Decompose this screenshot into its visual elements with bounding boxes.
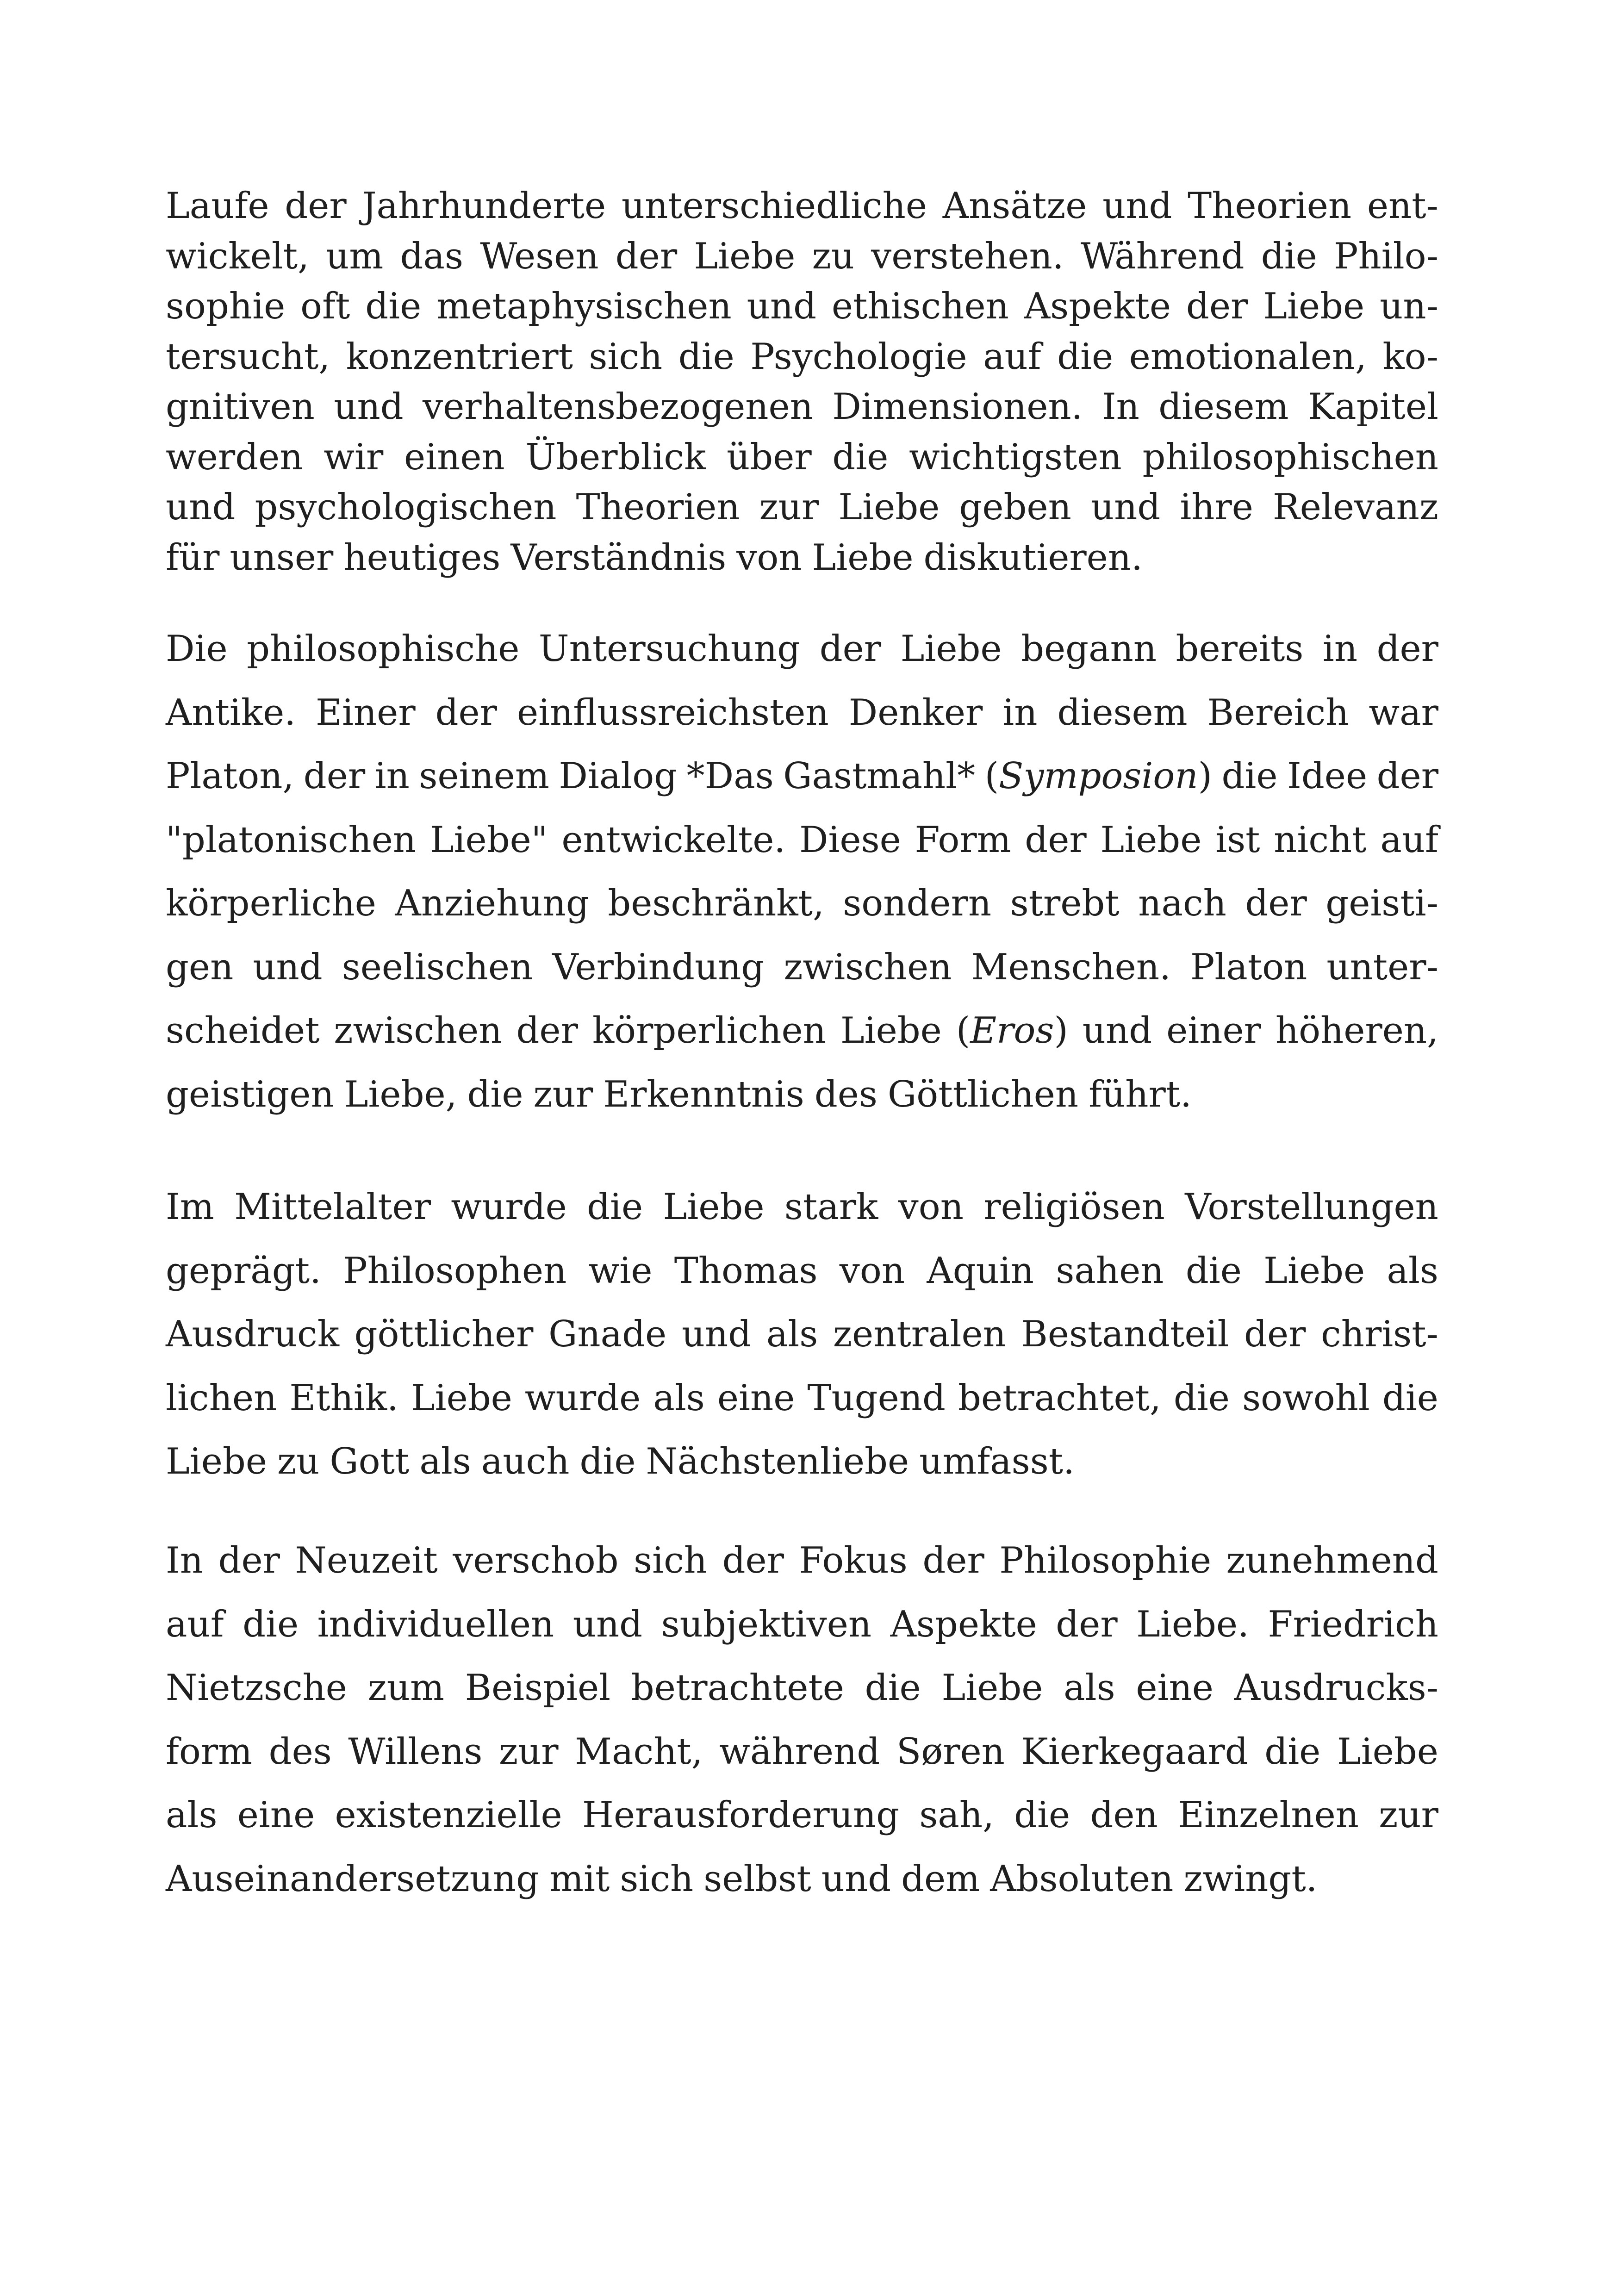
word: Tugend [807,1377,946,1419]
word: begann [1021,628,1157,670]
word: zwingt. [1183,1858,1318,1900]
word: wurde [524,1377,641,1419]
word: selbst [703,1858,811,1900]
word: der [435,691,497,734]
word: Liebe [900,628,1002,670]
word: der [1186,286,1248,327]
word: In [166,1540,204,1581]
word: seelischen [342,946,533,988]
word: Bereich [1207,691,1349,734]
text-line [166,1599,1438,1650]
word: der [303,755,366,797]
word: der [615,235,678,277]
word: als [166,1794,218,1836]
word: zur [533,1073,593,1115]
word: Nietzsche [166,1667,347,1709]
word: Liebe" [429,819,548,861]
word: der [1245,883,1307,924]
word: und [573,1603,643,1645]
word: das [400,235,463,277]
word: verstehen. [871,235,1064,277]
word: die [865,1667,921,1709]
word: in [1002,691,1038,734]
word: Gnade [548,1313,667,1355]
word: und [747,286,816,327]
word: geben [959,486,1071,528]
word: der [218,1540,280,1581]
word: als [653,1377,705,1419]
word: Liebe [1263,1250,1365,1292]
word: Kapitel [1307,386,1438,428]
word: In [1101,386,1139,428]
word: Aspekte [1024,286,1171,327]
word: auf [1380,819,1438,861]
word: Aspekte [890,1603,1037,1645]
word: Liebe [838,486,940,528]
word: die [1057,336,1114,378]
word: Platon [1190,946,1307,988]
word: ent- [1367,185,1438,227]
word: verschob [453,1540,619,1581]
word: körperliche [166,883,376,924]
word: gnitiven [166,386,315,428]
word: sich [589,336,663,378]
word: Liebe [1337,1730,1438,1773]
text-line [166,1790,1438,1841]
word: Psychologie [750,336,967,378]
word: (Eros) [956,1010,1068,1052]
word: der [285,185,347,227]
word: einen [404,436,505,478]
word: diesem [1057,691,1188,734]
word: eine [1136,1667,1214,1709]
text-line [166,815,1438,865]
word: Thomas [674,1250,818,1292]
word: Gott [330,1441,410,1482]
text-line [166,1436,1438,1487]
word: individuellen [317,1603,554,1645]
word: und [681,1313,752,1355]
text-line [166,432,1438,483]
word: in [1322,628,1358,670]
word: Aquin [927,1250,1034,1292]
word: scheidet [166,1010,320,1052]
word: nach [1138,883,1226,924]
word: wir [324,436,384,478]
word: *Das [686,755,774,797]
word: religiösen [983,1186,1165,1228]
word: zwischen [334,1010,502,1052]
word: ihre [1180,486,1253,528]
word: Göttlichen [887,1073,1079,1115]
word: oft [300,286,350,327]
word: emotionalen, [1129,336,1367,378]
word: Liebe [812,536,914,579]
word: Liebe [694,235,796,277]
word: die [1261,235,1317,277]
word: Fokus [799,1540,908,1581]
word: konzentriert [346,336,573,378]
word: strebt [1010,883,1120,924]
word: von [736,536,802,579]
word: der [1025,819,1087,861]
text-line [166,381,1438,432]
word: die [678,336,734,378]
word: Kierkegaard [1021,1730,1248,1773]
word: Mittelalter [234,1186,431,1228]
word: und [1082,1010,1152,1052]
word: auf [166,1603,224,1645]
word: um [326,235,384,277]
word: Søren [896,1730,1005,1773]
word: Erkenntnis [603,1073,804,1115]
word: bereits [1176,628,1304,670]
word: Liebe [166,1441,267,1482]
text-line [166,687,1438,738]
word: führt. [1089,1073,1192,1115]
word: Einzelnen [1178,1794,1359,1836]
word: Anziehung [395,883,589,924]
word: Verbindung [552,946,765,988]
text-line [166,532,1438,583]
word: Beispiel [465,1667,611,1709]
word: nicht [1274,819,1367,861]
word: ist [1215,819,1260,861]
word: den [1090,1794,1158,1836]
word: in [374,755,410,797]
word: war [1369,691,1438,734]
word: geprägt. [166,1250,321,1292]
word: Philosophen [343,1250,567,1292]
word: Liebe [663,1186,765,1228]
word: Dialog [559,755,678,797]
word: für [166,536,220,579]
word: körperlichen [592,1010,826,1052]
word: über [727,436,812,478]
word: philosophischen [1142,436,1438,478]
word: Macht, [575,1730,703,1773]
word: Liebe [411,1377,512,1419]
word: Gastmahl* [783,755,976,797]
word: Verständnis [510,536,727,579]
word: Liebe [840,1010,942,1052]
word: Denker [848,691,983,734]
word: sondern [843,883,992,924]
italic-title: Eros [970,1010,1054,1052]
word: und [1090,486,1161,528]
word: und [253,946,323,988]
word: zur [498,1730,559,1773]
word: Philosophie [999,1540,1212,1581]
word: der [819,628,882,670]
word: umfasst. [919,1441,1075,1482]
text-line [166,1069,1438,1120]
word: Menschen. [971,946,1171,988]
word: als [1064,1667,1115,1709]
word: die [832,436,889,478]
word: Überblick [525,436,706,478]
word: der [1244,1313,1306,1355]
word: eine [717,1377,795,1419]
word: beschränkt, [608,883,824,924]
word: die [587,1186,643,1228]
word: Im [166,1186,214,1228]
word: christ- [1321,1313,1438,1355]
word: diesem [1158,386,1289,428]
word: Form [915,819,1011,861]
word: Liebe, [344,1073,457,1115]
word: Während [1080,235,1245,277]
word: Diese [799,819,901,861]
word: die [1221,755,1278,797]
word: Nächstenliebe [646,1441,909,1482]
word: Wesen [480,235,599,277]
word: zu [812,235,854,277]
text-line [166,231,1438,282]
text-line [166,878,1438,929]
word: sophie [166,286,286,327]
word: Bestandteil [1021,1313,1229,1355]
word: Vorstellungen [1185,1186,1438,1228]
word: als [1387,1250,1438,1292]
word: Theorien [1188,185,1352,227]
italic-title: Symposion [999,755,1198,797]
word: gen [166,946,234,988]
text-line [166,1309,1438,1360]
word: metaphysischen [436,286,732,327]
word: ko- [1382,336,1438,378]
word: betrachtete [631,1667,844,1709]
word: der [516,1010,578,1052]
word: dem [901,1858,980,1900]
word: zentralen [833,1313,1006,1355]
word: als [419,1441,471,1482]
word: der [1376,628,1438,670]
word: Liebe. [1136,1603,1249,1645]
text-line [166,1854,1438,1904]
word: betrachtet, [958,1377,1161,1419]
word: subjektiven [661,1603,872,1645]
word: und [334,386,404,428]
word: diskutieren. [923,536,1143,579]
word: der [722,1540,784,1581]
word: lichen [166,1377,277,1419]
word: unterschiedliche [621,185,927,227]
word: Herausforderung [582,1794,900,1836]
word: die [1173,1377,1230,1419]
text-line [166,751,1438,802]
word: einflussreichsten [517,691,829,734]
word: als [766,1313,818,1355]
word: göttlicher [354,1313,534,1355]
word: Antike. [166,691,296,734]
word: die [1185,1250,1242,1292]
word: psychologischen [255,486,557,528]
word: philosophische [247,628,520,670]
word: die [365,286,422,327]
word: Willens [348,1730,483,1773]
word: einer [1166,1010,1261,1052]
word: zu [277,1441,320,1482]
word: (Symposion) [984,755,1212,797]
word: Dimensionen. [832,386,1083,428]
word: Idee [1287,755,1368,797]
word: wickelt, [166,235,309,277]
word: der [1376,755,1438,797]
word: Einer [316,691,416,734]
word: die [1382,1377,1438,1419]
word: tersucht, [166,336,330,378]
word: Philo- [1334,235,1438,277]
word: die [579,1441,636,1482]
word: form [166,1730,253,1773]
text-line [166,281,1438,332]
text-line [166,1535,1438,1586]
word: heutiges [343,536,501,579]
word: stark [784,1186,878,1228]
word: Auseinandersetzung [166,1858,540,1900]
word: sich [634,1540,708,1581]
word: sah, [919,1794,994,1836]
word: zunehmend [1226,1540,1438,1581]
word: die [243,1603,299,1645]
word: zur [759,486,819,528]
word: der [1056,1603,1118,1645]
text-line [166,942,1438,993]
word: eine [237,1794,315,1836]
word: Platon, [166,755,294,797]
word: geistigen [166,1073,334,1115]
text-line [166,1373,1438,1424]
word: wie [588,1250,653,1292]
word: "platonischen [166,819,417,861]
word: seinem [419,755,549,797]
word: Ausdrucks- [1234,1667,1438,1709]
word: auch [481,1441,570,1482]
word: Ausdruck [166,1313,339,1355]
text-line [166,1182,1438,1232]
word: sich [620,1858,694,1900]
word: Relevanz [1273,486,1438,528]
word: wurde [451,1186,567,1228]
word: Untersuchung [538,628,801,670]
word: auf [983,336,1041,378]
word: zur [1379,1794,1438,1836]
word: Neuzeit [295,1540,438,1581]
word: des [814,1073,877,1115]
text-line [166,331,1438,382]
word: Absoluten [990,1858,1174,1900]
word: wichtigsten [909,436,1122,478]
word: die [1014,1794,1070,1836]
word: des [268,1730,332,1773]
word: höheren, [1275,1010,1438,1052]
word: existenzielle [335,1794,562,1836]
word: zwischen [784,946,952,988]
word: die [467,1073,523,1115]
word: Jahrhunderte [362,185,606,227]
word: sahen [1056,1250,1164,1292]
word: unser [230,536,334,579]
word: Laufe [166,185,269,227]
word: Ansätze [942,185,1087,227]
word: sowohl [1242,1377,1370,1419]
word: ethischen [831,286,1009,327]
word: Ethik. [289,1377,398,1419]
text-line [166,1245,1438,1296]
text-line [166,1726,1438,1777]
word: der [922,1540,984,1581]
word: von [898,1186,964,1228]
word: Die [166,628,228,670]
word: und [821,1858,891,1900]
word: werden [166,436,303,478]
word: Liebe [941,1667,1043,1709]
word: und [166,486,236,528]
word: Friedrich [1268,1603,1438,1645]
word: geisti- [1326,883,1438,924]
text-line [166,180,1438,231]
text-line [166,623,1438,674]
word: Theorien [576,486,740,528]
text-line [166,1005,1438,1056]
word: verhaltensbezogenen [423,386,813,428]
text-line [166,482,1438,533]
word: un- [1380,286,1438,327]
word: die [1264,1730,1321,1773]
text-line [166,1662,1438,1713]
word: zum [367,1667,444,1709]
word: unter- [1326,946,1438,988]
word: und [1102,185,1172,227]
word: Liebe [1100,819,1202,861]
word: Liebe [1263,286,1365,327]
word: während [719,1730,880,1773]
word: entwickelte. [561,819,786,861]
word: von [839,1250,905,1292]
word: mit [549,1858,610,1900]
